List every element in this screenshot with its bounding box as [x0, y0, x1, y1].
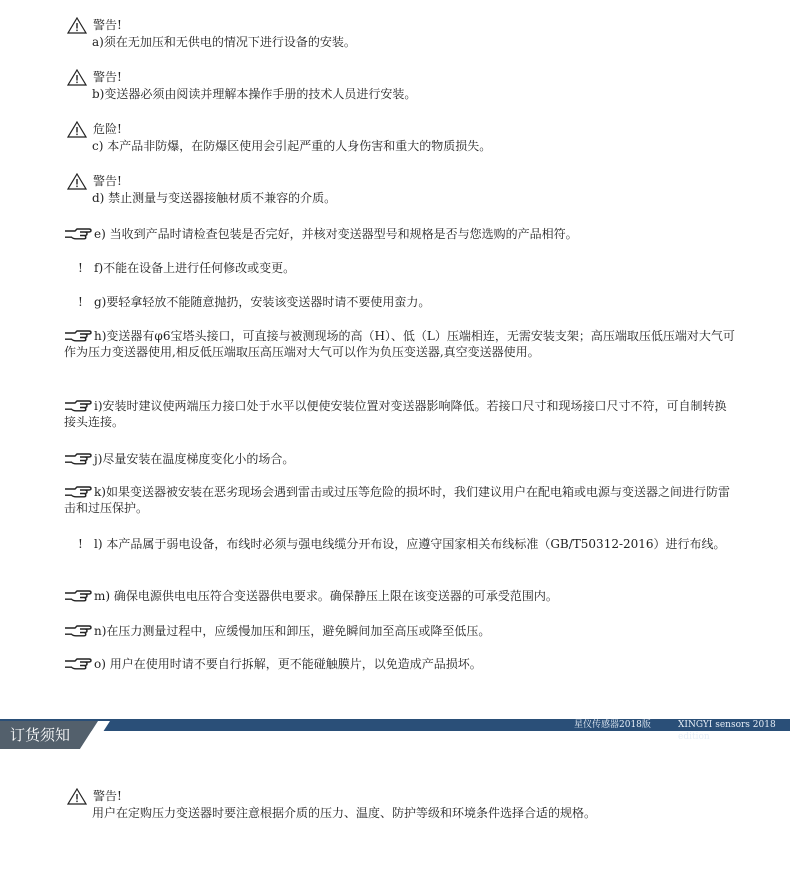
edition-label-en: XINGYI sensors 2018 edition [678, 720, 776, 742]
section-header-bar [0, 719, 790, 749]
note-text: f)不能在设备上进行任何修改或变更。 [94, 261, 296, 275]
note-text: e) 当收到产品时请检查包装是否完好，并核对变送器型号和规格是否与您选购的产品相符。 [94, 227, 578, 241]
warning-triangle-icon [67, 17, 87, 34]
danger-note-c [64, 120, 736, 154]
warning-text: b)变送器必须由阅读并理解本操作手册的技术人员进行安装。 [92, 87, 417, 101]
pointing-hand-icon [64, 329, 92, 343]
note-text: m) 确保电源供电电压符合变送器供电要求。确保静压上限在该变送器的可承受范围内。 [94, 589, 558, 603]
exclamation-icon: ! [78, 261, 83, 275]
edition-label-cn: 星仪传感器2018版 [574, 720, 651, 730]
warning-heading: 警告! [93, 18, 122, 32]
note-text: h)变送器有φ6宝塔头接口，可直接与被测现场的高（H）、低（L）压端相连，无需安装支架；高压端取压低压端对大气可作为压力变送器使用,相反低压端取压高压端对大气可以作为负压变送器,真空变送器使用。 [64, 329, 735, 359]
exclamation-icon: ! [78, 295, 83, 309]
warning-heading: 警告! [93, 70, 122, 84]
note-h [64, 328, 736, 360]
warning-note-b [64, 68, 736, 102]
pointing-hand-icon [64, 452, 92, 466]
note-text: i)安装时建议使两端压力接口处于水平以便使安装位置对变送器影响降低。若接口尺寸和现场接口尺寸不符，可自制转换接头连接。 [64, 399, 727, 429]
section-header-shape [0, 719, 790, 749]
note-text: j)尽量安装在温度梯度变化小的场合。 [94, 452, 295, 466]
order-warning-text: 用户在定购压力变送器时要注意根据介质的压力、温度、防护等级和环境条件选择合适的规格。 [92, 806, 597, 820]
note-text: k)如果变送器被安装在恶劣现场会遇到雷击或过压等危险的损坏时，我们建议用户在配电箱或电源与变送器之间进行防雷击和过压保护。 [64, 485, 730, 515]
order-warning-note [64, 787, 736, 821]
pointing-hand-icon [64, 657, 92, 671]
warning-triangle-icon [67, 69, 87, 86]
pointing-hand-icon [64, 589, 92, 603]
note-text: n)在压力测量过程中，应缓慢加压和卸压，避免瞬间加至高压或降至低压。 [94, 624, 491, 638]
note-e [64, 226, 736, 242]
warning-text: a)须在无加压和无供电的情况下进行设备的安装。 [92, 35, 356, 49]
warning-note-a [64, 16, 736, 50]
note-m [64, 588, 736, 604]
note-text: g)要轻拿轻放不能随意抛扔，安装该变送器时请不要使用蛮力。 [94, 295, 431, 309]
note-text: o) 用户在使用时请不要自行拆解，更不能碰触膜片，以免造成产品损坏。 [94, 657, 482, 671]
note-k [64, 484, 736, 516]
note-n [64, 623, 736, 639]
warning-triangle-icon [67, 121, 87, 138]
warning-heading: 警告! [93, 174, 122, 188]
warning-note-d [64, 172, 736, 206]
warning-heading: 警告! [93, 789, 122, 803]
note-text: l) 本产品属于弱电设备，布线时必须与强电线缆分开布设，应遵守国家相关布线标准（GB/T50312-2016）进行布线。 [94, 537, 726, 551]
note-f [64, 260, 736, 276]
note-j [64, 451, 736, 467]
warning-triangle-icon [67, 788, 87, 805]
pointing-hand-icon [64, 624, 92, 638]
danger-text: c) 本产品非防爆，在防爆区使用会引起严重的人身伤害和重大的物质损失。 [92, 139, 492, 153]
exclamation-icon: ! [78, 537, 83, 551]
warning-triangle-icon [67, 173, 87, 190]
note-i [64, 398, 736, 430]
note-o [64, 656, 736, 672]
note-g [64, 294, 736, 310]
danger-heading: 危险! [93, 122, 122, 136]
pointing-hand-icon [64, 485, 92, 499]
pointing-hand-icon [64, 399, 92, 413]
warning-text: d) 禁止测量与变送器接触材质不兼容的介质。 [92, 191, 337, 205]
pointing-hand-icon [64, 227, 92, 241]
note-l [64, 536, 736, 552]
section-title: 订货须知 [10, 726, 71, 744]
